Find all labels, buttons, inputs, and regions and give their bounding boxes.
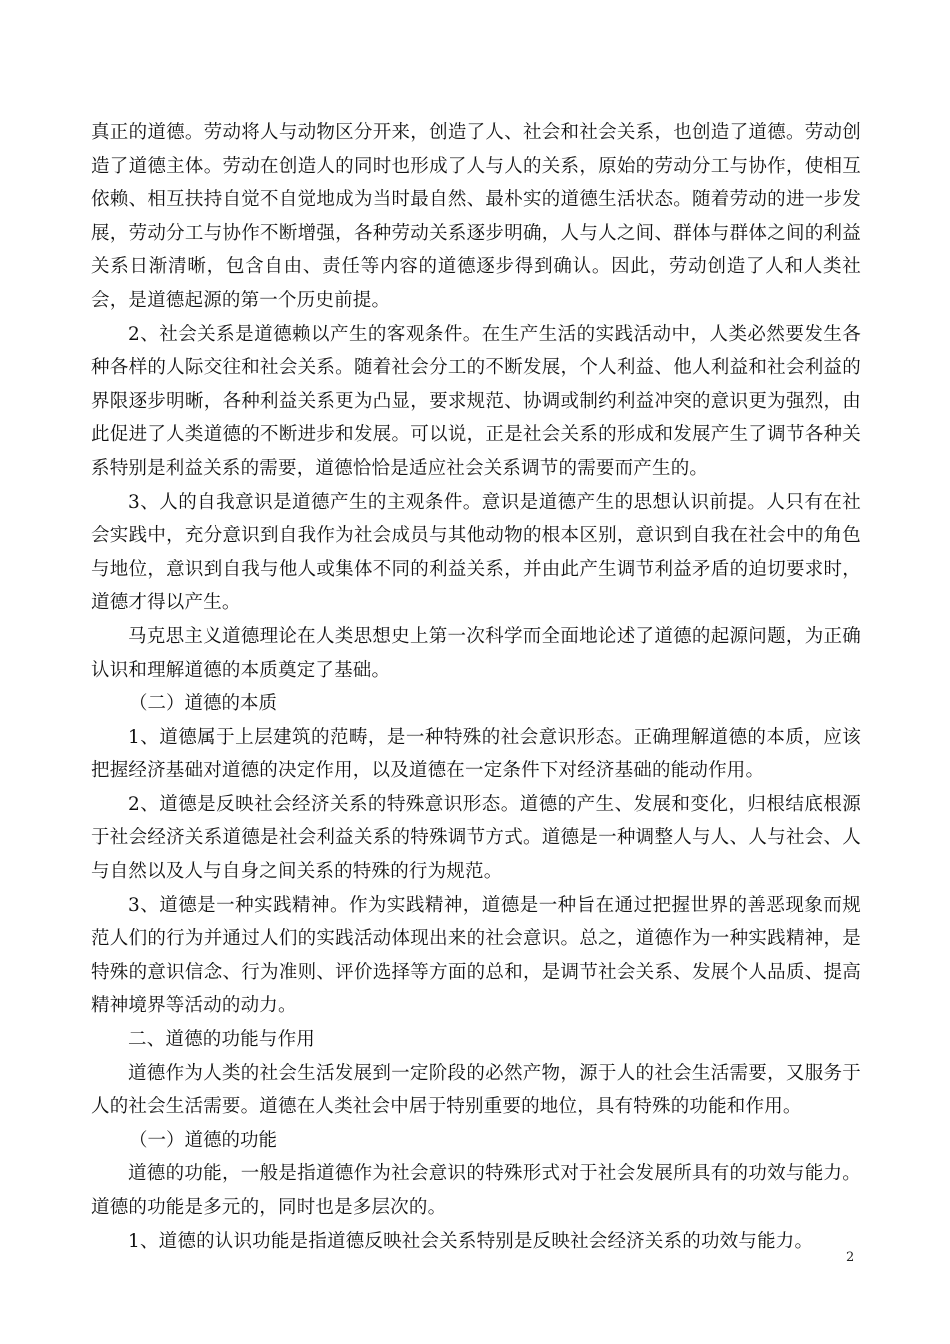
paragraph-function-definition: 道德的功能，一般是指道德作为社会意识的特殊形式对于社会发展所具有的功效与能力。道德的功能是多元的，同时也是多层次的。: [91, 1163, 861, 1218]
paragraph-essence-3: 3、道德是一种实践精神。作为实践精神，道德是一种旨在通过把握世界的善恶现象而规范人们的行为并通过人们的实践活动体现出来的社会意识。总之，道德作为一种实践精神，是特殊的意识信念、行为准则、评价选择等方面的总和，是调节社会关系、发展个人品质、提高精神境界等活动的动力。: [91, 894, 861, 1017]
paragraph-essence-2: 2、道德是反映社会经济关系的特殊意识形态。道德的产生、发展和变化，归根结底根源于社会经济关系道德是社会利益关系的特殊调节方式。道德是一种调整人与人、人与社会、人与自然以及人与自身之间关系的特殊的行为规范。: [91, 793, 861, 883]
paragraph-function-intro: 道德作为人类的社会生活发展到一定阶段的必然产物，源于人的社会生活需要，又服务于人的社会生活需要。道德在人类社会中居于特别重要的地位，具有特殊的功能和作用。: [91, 1062, 861, 1118]
paragraph-marxist-theory: 马克思主义道德理论在人类思想史上第一次科学而全面地论述了道德的起源问题，为正确认识和理解道德的本质奠定了基础。: [91, 625, 861, 681]
section-heading-essence: （二）道德的本质: [129, 693, 278, 715]
paragraph-self-consciousness: 3、人的自我意识是道德产生的主观条件。意识是道德产生的思想认识前提。人只有在社会实践中，充分意识到自我作为社会成员与其他动物的根本区别，意识到自我在社会中的角色与地位，意识到自我与他人或集体不同的利益关系，并由此产生调节利益矛盾的迫切要求时，道德才得以产生。: [91, 491, 861, 614]
paragraph-social-relations: 2、社会关系是道德赖以产生的客观条件。在生产生活的实践活动中，人类必然要发生各种各样的人际交往和社会关系。随着社会分工的不断发展，个人利益、他人利益和社会利益的界限逐步明晰，各种利益关系更为凸显，要求规范、协调或制约利益冲突的意识更为强烈，由此促进了人类道德的不断进步和发展。可以说，正是社会关系的形成和发展产生了调节各种关系特别是利益关系的需要，道德恰恰是适应社会关系调节的需要而产生的。: [91, 323, 861, 479]
paragraph-essence-1: 1、道德属于上层建筑的范畴，是一种特殊的社会意识形态。正确理解道德的本质，应该把握经济基础对道德的决定作用，以及道德在一定条件下对经济基础的能动作用。: [91, 726, 861, 782]
section-heading-functions: （一）道德的功能: [129, 1129, 278, 1151]
paragraph-cognitive-function: 1、道德的认识功能是指道德反映社会关系特别是反映社会经济关系的功效与能力。: [128, 1230, 814, 1252]
section-heading-function-role: 二、道德的功能与作用: [128, 1029, 316, 1051]
document-body: [91, 116, 861, 1258]
paragraph-labor-origin: 真正的道德。劳动将人与动物区分开来，创造了人、社会和社会关系，也创造了道德。劳动创造了道德主体。劳动在创造人的同时也形成了人与人的关系，原始的劳动分工与协作，使相互依赖、相互扶持自觉不自觉地成为当时最自然、最朴实的道德生活状态。随着劳动的进一步发展，劳动分工与协作不断增强，各种劳动关系逐步明确，人与人之间、群体与群体之间的利益关系日渐清晰，包含自由、责任等内容的道德逐步得到确认。因此，劳动创造了人和人类社会，是道德起源的第一个历史前提。: [91, 122, 861, 311]
page-number: 2: [846, 1250, 855, 1265]
